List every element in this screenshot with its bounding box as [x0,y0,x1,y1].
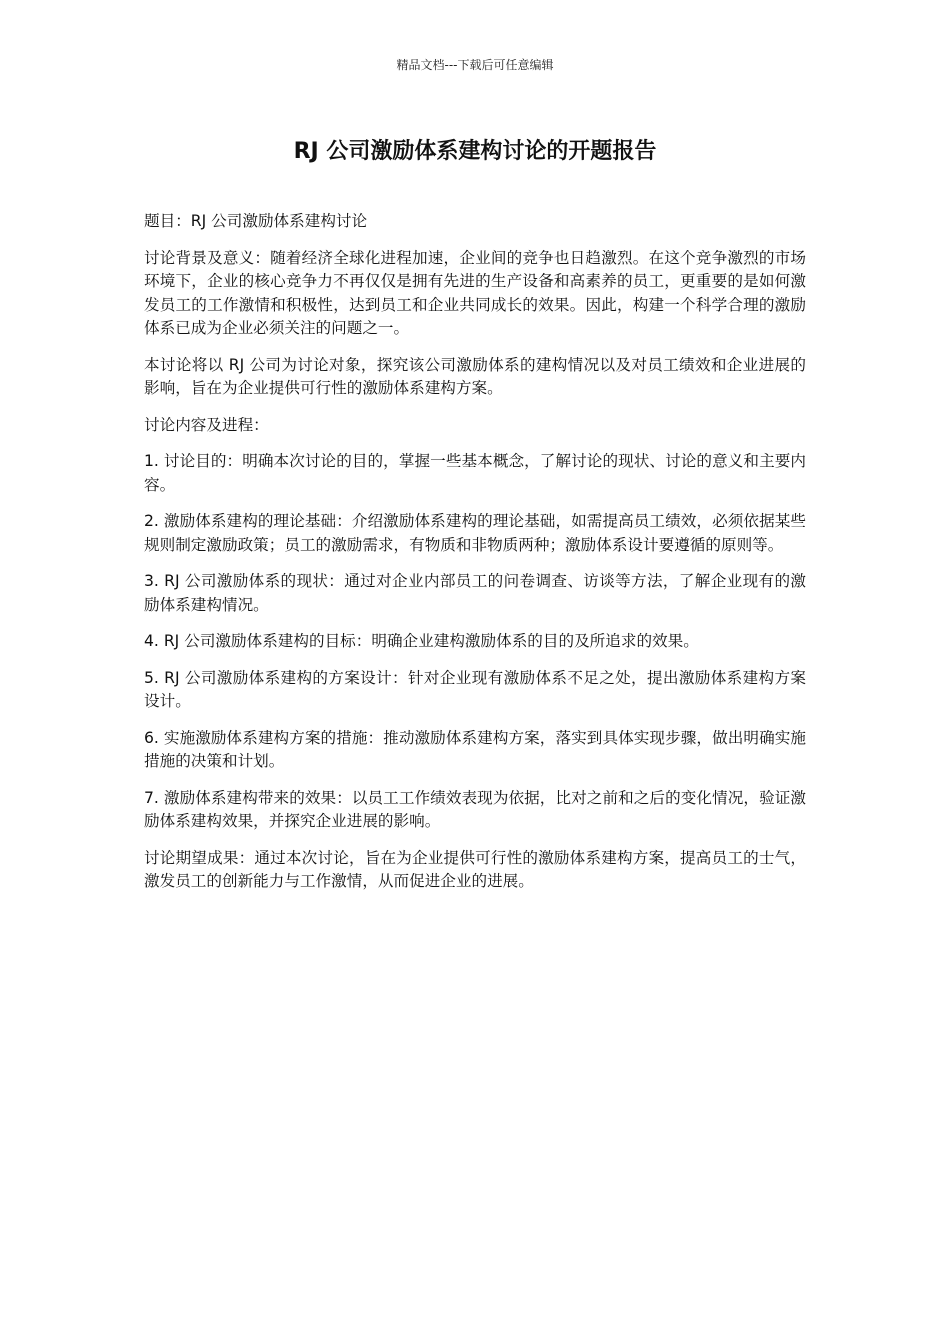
content-item-5: 5. RJ 公司激励体系建构的方案设计：针对企业现有激励体系不足之处，提出激励体系建构方案设计。 [144,668,806,710]
header-note: 精品文档---下载后可任意编辑 [396,58,554,72]
content-item-3: 3. RJ 公司激励体系的现状：通过对企业内部员工的问卷调查、访谈等方法，了解企业现有的激励体系建构情况。 [144,572,806,614]
background-paragraph: 讨论背景及意义：随着经济全球化进程加速，企业间的竞争也日趋激烈。在这个竞争激烈的市场环境下，企业的核心竞争力不再仅仅是拥有先进的生产设备和高素养的员工，更重要的是如何激发员工的工作激情和积极性，达到员工和企业共同成长的效果。因此，构建一个科学合理的激励体系已成为企业必须关注的问题之一。 [144,248,806,337]
content-item-7: 7. 激励体系建构带来的效果：以员工工作绩效表现为依据，比对之前和之后的变化情况，验证激励体系建构效果，并探究企业进展的影响。 [144,788,806,830]
topic-paragraph: 题目：RJ 公司激励体系建构讨论 [144,212,368,230]
expected-results-paragraph: 讨论期望成果：通过本次讨论，旨在为企业提供可行性的激励体系建构方案，提高员工的士气，激发员工的创新能力与工作激情，从而促进企业的进展。 [144,848,806,890]
content-item-4: 4. RJ 公司激励体系建构的目标：明确企业建构激励体系的目的及所追求的效果。 [144,632,699,650]
content-item-6: 6. 实施激励体系建构方案的措施：推动激励体系建构方案，落实到具体实现步骤，做出明确实施措施的决策和计划。 [144,728,806,770]
content-heading: 讨论内容及进程： [144,415,269,434]
document-body [144,210,806,907]
document-title: RJ 公司激励体系建构讨论的开题报告 [293,139,657,164]
content-item-2: 2. 激励体系建构的理论基础：介绍激励体系建构的理论基础，如需提高员工绩效，必须依据某些规则制定激励政策；员工的激励需求，有物质和非物质两种；激励体系设计要遵循的原则等。 [144,512,806,554]
research-object-paragraph: 本讨论将以 RJ 公司为讨论对象，探究该公司激励体系的建构情况以及对员工绩效和企业进展的影响，旨在为企业提供可行性的激励体系建构方案。 [144,355,806,397]
content-item-1: 1. 讨论目的：明确本次讨论的目的，掌握一些基本概念，了解讨论的现状、讨论的意义和主要内容。 [144,452,806,494]
